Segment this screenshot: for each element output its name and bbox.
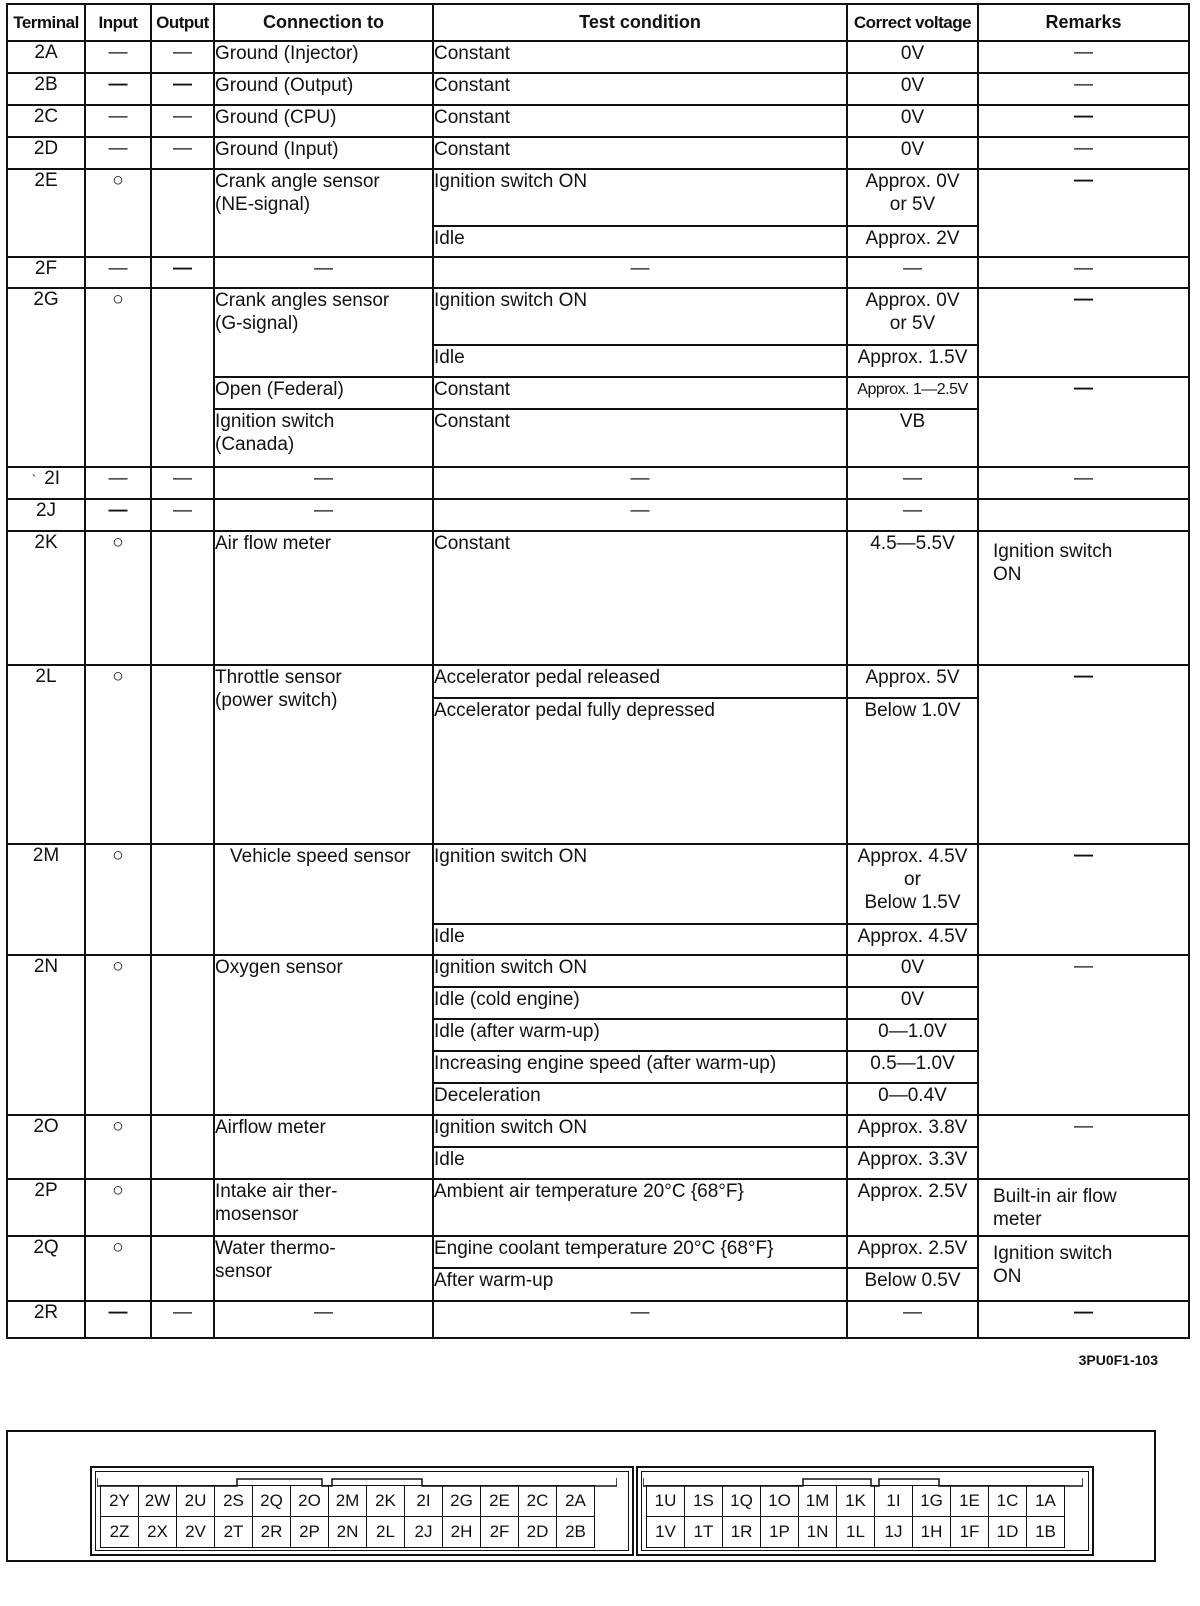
connector-pin: 1E	[951, 1486, 989, 1517]
terminal-cell: 2K	[7, 531, 85, 665]
condition-cell: Ignition switch ON	[433, 1115, 847, 1147]
connector-pin: 2U	[177, 1486, 215, 1517]
terminal-cell: 2G	[7, 288, 85, 467]
output-mark: —	[151, 41, 214, 73]
voltage-cell: 0V	[847, 41, 978, 73]
connector-pin: 2M	[329, 1486, 367, 1517]
connection-line: Intake air ther-	[215, 1181, 338, 1202]
connector-pin: 1J	[875, 1517, 913, 1548]
connection-cell: Ground (Injector)	[214, 41, 433, 73]
output-mark	[151, 665, 214, 844]
terminal-cell: 2F	[7, 257, 85, 288]
terminal-label: 2I	[44, 468, 61, 489]
connector-diagram	[6, 1430, 1156, 1562]
voltage-cell: Approx. 2V	[847, 226, 978, 257]
condition-cell: —	[433, 467, 847, 499]
connection-line: Water thermo-	[215, 1238, 336, 1259]
connector-pin: 2J	[405, 1517, 443, 1548]
input-mark: —	[85, 137, 151, 169]
output-mark	[151, 1115, 214, 1179]
connector-pin: 1T	[685, 1517, 723, 1548]
voltage-cell: —	[847, 257, 978, 288]
connector-pin: 1O	[761, 1486, 799, 1517]
connector-pin: 1I	[875, 1486, 913, 1517]
terminal-cell: 2A	[7, 41, 85, 73]
pin-row-bottom	[101, 1517, 595, 1548]
connection-cell	[214, 288, 433, 377]
connection-cell	[214, 169, 433, 257]
input-mark: —	[85, 73, 151, 105]
connector-pin: 1D	[989, 1517, 1027, 1548]
connector-pin: 2O	[291, 1486, 329, 1517]
remarks-cell	[978, 499, 1189, 531]
voltage-cell: Below 1.0V	[847, 698, 978, 844]
connector-right-pins	[646, 1485, 1065, 1548]
connection-cell: Ground (Input)	[214, 137, 433, 169]
connector-right-block	[636, 1466, 1094, 1556]
voltage-line: Approx. 4.5V	[857, 846, 968, 867]
output-mark: —	[151, 105, 214, 137]
connection-line: Crank angles sensor	[215, 290, 390, 311]
output-mark	[151, 844, 214, 955]
table-row	[7, 531, 1189, 665]
remarks-line: ON	[993, 564, 1022, 585]
voltage-line: Approx. 0V	[865, 171, 960, 192]
voltage-cell: Approx. 1—2.5V	[847, 377, 978, 409]
connector-pin: 2D	[519, 1517, 557, 1548]
table-row	[7, 137, 1189, 169]
terminal-cell: 2E	[7, 169, 85, 257]
output-mark	[151, 288, 214, 467]
pin-row-top	[647, 1486, 1065, 1517]
remarks-line: Built-in air flow	[993, 1186, 1117, 1207]
condition-cell: —	[433, 1301, 847, 1338]
pin-row-bottom	[647, 1517, 1065, 1548]
terminal-cell: 2L	[7, 665, 85, 844]
connector-pin: 1Q	[723, 1486, 761, 1517]
output-mark: —	[151, 137, 214, 169]
input-mark: ○	[85, 1179, 151, 1236]
table-row	[7, 257, 1189, 288]
connection-line: Throttle sensor	[215, 667, 342, 688]
condition-cell: Deceleration	[433, 1083, 847, 1115]
connector-pin: 1N	[799, 1517, 837, 1548]
output-mark: —	[151, 73, 214, 105]
connector-pin: 2N	[329, 1517, 367, 1548]
table-row	[7, 844, 1189, 924]
voltage-line: or 5V	[889, 194, 936, 215]
terminal-cell: 2B	[7, 73, 85, 105]
output-mark: —	[151, 499, 214, 531]
remarks-cell: —	[978, 467, 1189, 499]
connection-cell	[214, 1179, 433, 1236]
connection-cell: Open (Federal)	[214, 377, 433, 409]
voltage-line: Below 1.5V	[864, 892, 961, 913]
condition-cell: Constant	[433, 409, 847, 467]
output-mark	[151, 1236, 214, 1301]
voltage-cell	[847, 288, 978, 345]
table-row	[7, 499, 1189, 531]
voltage-cell: Approx. 3.8V	[847, 1115, 978, 1147]
voltage-cell	[847, 169, 978, 226]
connection-line: Ignition switch	[215, 411, 335, 432]
voltage-line: or 5V	[889, 313, 936, 334]
header-row	[7, 4, 1189, 41]
stray-mark: `	[31, 472, 37, 487]
table-row	[7, 1236, 1189, 1268]
voltage-cell: 0V	[847, 987, 978, 1019]
input-mark: ○	[85, 1115, 151, 1179]
condition-cell: Constant	[433, 377, 847, 409]
table-row	[7, 288, 1189, 345]
voltage-cell: 0V	[847, 137, 978, 169]
remarks-cell: —	[978, 1115, 1189, 1179]
voltage-cell: —	[847, 499, 978, 531]
voltage-cell: 0—1.0V	[847, 1019, 978, 1051]
voltage-line: or	[904, 869, 921, 890]
condition-cell: Constant	[433, 137, 847, 169]
output-mark: —	[151, 467, 214, 499]
output-mark	[151, 955, 214, 1115]
connector-pin: 2F	[481, 1517, 519, 1548]
output-mark	[151, 531, 214, 665]
terminal-cell	[7, 467, 85, 499]
connection-cell: Ground (CPU)	[214, 105, 433, 137]
voltage-cell: Approx. 2.5V	[847, 1179, 978, 1236]
condition-cell: Idle	[433, 226, 847, 257]
output-mark: —	[151, 257, 214, 288]
terminal-cell: 2R	[7, 1301, 85, 1338]
terminal-cell: 2C	[7, 105, 85, 137]
input-mark: ○	[85, 665, 151, 844]
remarks-cell: —	[978, 844, 1189, 955]
condition-cell: Ignition switch ON	[433, 844, 847, 924]
table-row	[7, 955, 1189, 987]
connector-pin: 2Z	[101, 1517, 139, 1548]
connector-pin: 2A	[557, 1486, 595, 1517]
table-row	[7, 41, 1189, 73]
remarks-cell	[978, 1236, 1189, 1301]
table-row	[7, 1301, 1189, 1338]
table-row	[7, 1179, 1189, 1236]
connector-pin: 2K	[367, 1486, 405, 1517]
table-row	[7, 169, 1189, 226]
connection-cell: Vehicle speed sensor	[214, 844, 433, 955]
voltage-line: Approx. 0V	[865, 290, 960, 311]
header-test-condition: Test condition	[433, 4, 847, 41]
voltage-cell: 4.5—5.5V	[847, 531, 978, 665]
connector-pin: 1P	[761, 1517, 799, 1548]
connector-pin: 1U	[647, 1486, 685, 1517]
connector-left-pins	[100, 1485, 595, 1548]
voltage-cell: 0V	[847, 105, 978, 137]
connector-pin: 1H	[913, 1517, 951, 1548]
connector-pin: 2Y	[101, 1486, 139, 1517]
remarks-cell	[978, 1179, 1189, 1236]
connector-pin: 2V	[177, 1517, 215, 1548]
connector-pin: 2S	[215, 1486, 253, 1517]
voltage-cell: 0V	[847, 73, 978, 105]
connection-cell: —	[214, 467, 433, 499]
voltage-cell: Approx. 1.5V	[847, 345, 978, 377]
voltage-cell: Approx. 2.5V	[847, 1236, 978, 1268]
connector-pin: 1C	[989, 1486, 1027, 1517]
input-mark: —	[85, 41, 151, 73]
condition-cell: Idle (cold engine)	[433, 987, 847, 1019]
terminal-voltage-table	[6, 3, 1190, 1339]
header-remarks: Remarks	[978, 4, 1189, 41]
voltage-cell: VB	[847, 409, 978, 467]
condition-cell: Idle (after warm-up)	[433, 1019, 847, 1051]
connector-pin: 1K	[837, 1486, 875, 1517]
voltage-cell	[847, 844, 978, 924]
output-mark: —	[151, 1301, 214, 1338]
connector-pin: 2H	[443, 1517, 481, 1548]
condition-cell: Ignition switch ON	[433, 288, 847, 345]
condition-cell: Constant	[433, 105, 847, 137]
voltage-cell: Approx. 5V	[847, 665, 978, 698]
connection-cell: Air flow meter	[214, 531, 433, 665]
remarks-cell: —	[978, 1301, 1189, 1338]
condition-cell: After warm-up	[433, 1268, 847, 1301]
connector-pin: 1M	[799, 1486, 837, 1517]
connector-pin: 1R	[723, 1517, 761, 1548]
figure-code: 3PU0F1-103	[1078, 1352, 1158, 1368]
connection-cell: —	[214, 1301, 433, 1338]
connector-left-block	[90, 1466, 634, 1556]
table-row	[7, 105, 1189, 137]
header-output: Output	[151, 4, 214, 41]
condition-cell: Idle	[433, 924, 847, 955]
table-row	[7, 665, 1189, 698]
remarks-cell: —	[978, 377, 1189, 467]
pin-row-top	[101, 1486, 595, 1517]
header-terminal: Terminal	[7, 4, 85, 41]
input-mark: ○	[85, 955, 151, 1115]
condition-cell: Engine coolant temperature 20°C {68°F}	[433, 1236, 847, 1268]
remarks-cell: —	[978, 288, 1189, 377]
remarks-cell: —	[978, 41, 1189, 73]
connection-cell: Oxygen sensor	[214, 955, 433, 1115]
connection-cell: —	[214, 257, 433, 288]
remarks-cell: —	[978, 105, 1189, 137]
condition-cell: —	[433, 257, 847, 288]
connector-pin: 1V	[647, 1517, 685, 1548]
input-mark: ○	[85, 1236, 151, 1301]
connector-pin: 1F	[951, 1517, 989, 1548]
input-mark: ○	[85, 288, 151, 467]
input-mark: ○	[85, 531, 151, 665]
connector-pin: 2C	[519, 1486, 557, 1517]
connection-line: Crank angle sensor	[215, 171, 380, 192]
input-mark: —	[85, 467, 151, 499]
remarks-line: ON	[993, 1266, 1022, 1287]
condition-cell: Ignition switch ON	[433, 955, 847, 987]
terminal-cell: 2O	[7, 1115, 85, 1179]
connector-pin: 1L	[837, 1517, 875, 1548]
remarks-cell: —	[978, 137, 1189, 169]
connection-cell	[214, 665, 433, 844]
connector-pin: 2B	[557, 1517, 595, 1548]
voltage-cell: —	[847, 1301, 978, 1338]
connector-pin: 2I	[405, 1486, 443, 1517]
connector-pin: 2R	[253, 1517, 291, 1548]
connector-pin: 1B	[1027, 1517, 1065, 1548]
remarks-cell: —	[978, 73, 1189, 105]
condition-cell: Constant	[433, 41, 847, 73]
connector-pin: 2L	[367, 1517, 405, 1548]
connection-cell	[214, 409, 433, 467]
terminal-cell: 2D	[7, 137, 85, 169]
header-correct-voltage: Correct voltage	[847, 4, 978, 41]
connection-line: (G-signal)	[215, 313, 299, 334]
connection-cell: —	[214, 499, 433, 531]
voltage-cell: 0V	[847, 955, 978, 987]
condition-cell: Increasing engine speed (after warm-up)	[433, 1051, 847, 1083]
connector-pin: 2X	[139, 1517, 177, 1548]
remarks-cell: —	[978, 169, 1189, 257]
condition-cell: Accelerator pedal fully depressed	[433, 698, 847, 844]
terminal-cell: 2Q	[7, 1236, 85, 1301]
connection-cell	[214, 1236, 433, 1301]
connector-pin: 1A	[1027, 1486, 1065, 1517]
input-mark: —	[85, 1301, 151, 1338]
terminal-cell: 2P	[7, 1179, 85, 1236]
connector-pin: 2W	[139, 1486, 177, 1517]
connection-cell: Ground (Output)	[214, 73, 433, 105]
connection-line: mosensor	[215, 1204, 299, 1225]
condition-cell: Ambient air temperature 20°C {68°F}	[433, 1179, 847, 1236]
table-row	[7, 73, 1189, 105]
terminal-cell: 2M	[7, 844, 85, 955]
connector-pin: 2Q	[253, 1486, 291, 1517]
connector-pin: 1G	[913, 1486, 951, 1517]
output-mark	[151, 169, 214, 257]
voltage-cell: Approx. 3.3V	[847, 1147, 978, 1179]
connection-line: (Canada)	[215, 434, 295, 455]
voltage-cell: —	[847, 467, 978, 499]
condition-cell: Idle	[433, 345, 847, 377]
remarks-line: Ignition switch	[993, 541, 1113, 562]
connector-pin: 2G	[443, 1486, 481, 1517]
input-mark: —	[85, 105, 151, 137]
input-mark: —	[85, 257, 151, 288]
connector-pin: 2T	[215, 1517, 253, 1548]
header-input: Input	[85, 4, 151, 41]
remarks-line: Ignition switch	[993, 1243, 1113, 1264]
condition-cell: Constant	[433, 531, 847, 665]
connection-line: (power switch)	[215, 690, 338, 711]
connector-pin: 2P	[291, 1517, 329, 1548]
voltage-cell: Approx. 4.5V	[847, 924, 978, 955]
connection-line: (NE-signal)	[215, 194, 311, 215]
terminal-cell: 2J	[7, 499, 85, 531]
condition-cell: Accelerator pedal released	[433, 665, 847, 698]
voltage-cell: Below 0.5V	[847, 1268, 978, 1301]
connector-pin: 1S	[685, 1486, 723, 1517]
remarks-cell: —	[978, 257, 1189, 288]
condition-cell: Idle	[433, 1147, 847, 1179]
condition-cell: —	[433, 499, 847, 531]
connection-cell: Airflow meter	[214, 1115, 433, 1179]
terminal-cell: 2N	[7, 955, 85, 1115]
table-row	[7, 467, 1189, 499]
voltage-cell: 0—0.4V	[847, 1083, 978, 1115]
condition-cell: Ignition switch ON	[433, 169, 847, 226]
remarks-line: meter	[993, 1209, 1042, 1230]
output-mark	[151, 1179, 214, 1236]
input-mark: —	[85, 499, 151, 531]
remarks-cell: —	[978, 665, 1189, 844]
remarks-cell	[978, 531, 1189, 665]
connection-line: sensor	[215, 1261, 273, 1282]
condition-cell: Constant	[433, 73, 847, 105]
input-mark: ○	[85, 844, 151, 955]
voltage-cell: 0.5—1.0V	[847, 1051, 978, 1083]
header-connection: Connection to	[214, 4, 433, 41]
remarks-cell: —	[978, 955, 1189, 1115]
table-row	[7, 1115, 1189, 1147]
input-mark: ○	[85, 169, 151, 257]
connector-pin: 2E	[481, 1486, 519, 1517]
